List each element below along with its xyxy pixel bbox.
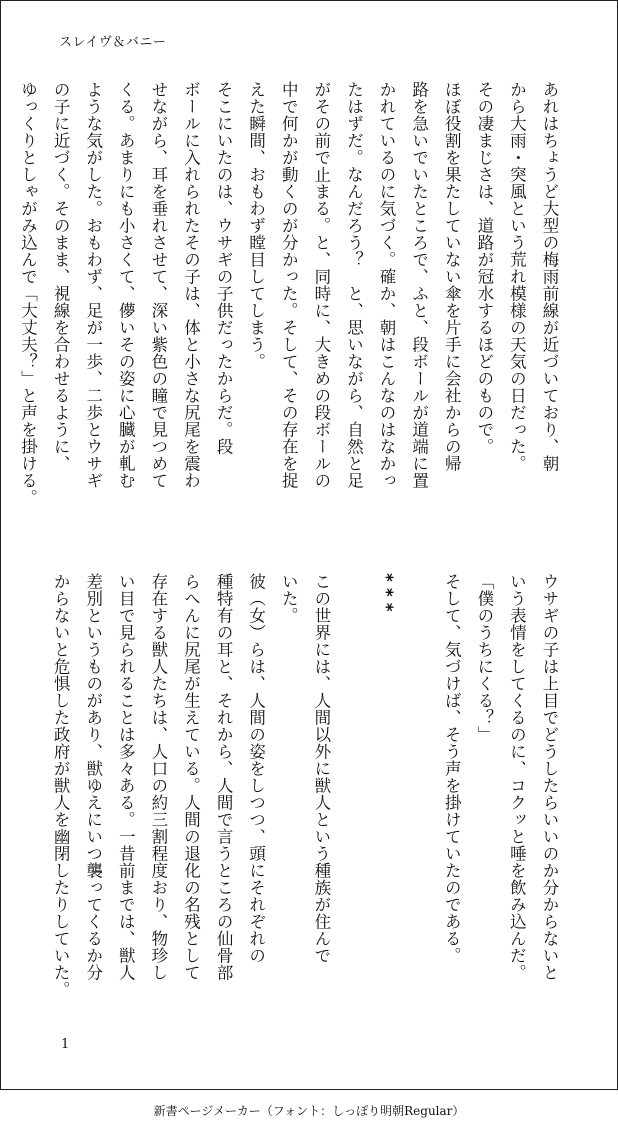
text-column: から大雨・突風という荒れ模様の天気の日だった。 <box>507 81 527 472</box>
text-column: の子に近づく。そのまま、視線を合わせるように、 <box>51 81 71 472</box>
text-column: そして、気づけば、そう声を掛けていたのである。 <box>442 573 462 964</box>
text-column: らへんに尻尾が生えている。人間の退化の名残として <box>181 573 201 981</box>
text-column: 中で何かが動くのが分かった。そして、その存在を捉 <box>279 81 299 489</box>
text-column: からないと危惧した政府が獣人を幽閉したりしていた。 <box>51 573 71 998</box>
text-column: そこにいたのは、ウサギの子供だったからだ。段 <box>214 81 234 455</box>
blank-column <box>402 573 435 1023</box>
text-column: ほぼ役割を果たしていない傘を片手に会社からの帰 <box>442 81 462 472</box>
text-column: くる。あまりにも小さくて、儚いその姿に心臓が軋む <box>116 81 136 489</box>
text-column: いた。 <box>279 573 299 624</box>
text-column: い目で見られることは多々ある。一昔前までは、獣人 <box>116 573 136 981</box>
footer-credit: 新書ページメーカー（フォント：しっぽり明朝Regular） <box>153 1104 465 1118</box>
text-column: せながら、耳を垂れさせて、深い紫色の瞳で見つめて <box>148 81 168 489</box>
text-column: がその前で止まる。と、同時に、大きめの段ボールの <box>311 81 331 489</box>
text-column: ウサギの子は上目でどうしたらいいのか分からないと <box>540 573 559 981</box>
text-column: かれているのに気づく。確か、朝はこんなのはなかっ <box>377 81 397 489</box>
blank-column <box>337 573 370 1023</box>
text-column: 種特有の耳と、それから、人間で言うところの仙骨部 <box>214 573 234 981</box>
text-column: 存在する獣人たちは、人口の約三割程度おり、物珍し <box>148 573 168 981</box>
text-column: たはずだ。なんだろう？ と、思いながら、自然と足 <box>344 81 364 489</box>
text-column: ゆっくりとしゃがみ込んで「大丈夫？」と声を掛ける。 <box>18 81 38 506</box>
page-number: 1 <box>61 1037 70 1052</box>
text-column: ような気がした。おもわず、足が一歩、二歩とウサギ <box>83 81 103 489</box>
text-column: 彼（女）らは、人間の姿をしつつ、頭にそれぞれの <box>246 573 266 964</box>
top-text-block <box>18 81 565 531</box>
text-column: 路を急いでいたところで、ふと、段ボールが道端に置 <box>409 81 429 489</box>
text-column: 差別というものがあり、獣ゆえにいつ襲ってくるか分 <box>83 573 103 981</box>
scene-break-asterisks: *** <box>376 573 397 618</box>
text-column: えた瞬間、おもわず瞠目してしまう。 <box>246 81 266 370</box>
running-header-title: スレイヴ＆バニー <box>59 35 167 50</box>
text-column: ボールに入れられたその子は、体と小さな尻尾を震わ <box>181 81 201 489</box>
text-column: 「僕のうちにくる？」 <box>474 573 494 743</box>
text-column: いう表情をしてくるのに、コクッと唾を飲み込んだ。 <box>507 573 527 981</box>
bottom-text-block <box>51 573 565 1023</box>
text-column: あれはちょうど大型の梅雨前線が近づいており、朝 <box>540 81 559 472</box>
text-column: この世界には、人間以外に獣人という種族が住んで <box>311 573 331 964</box>
text-column: その凄まじさは、道路が冠水するほどのもので。 <box>474 81 494 455</box>
